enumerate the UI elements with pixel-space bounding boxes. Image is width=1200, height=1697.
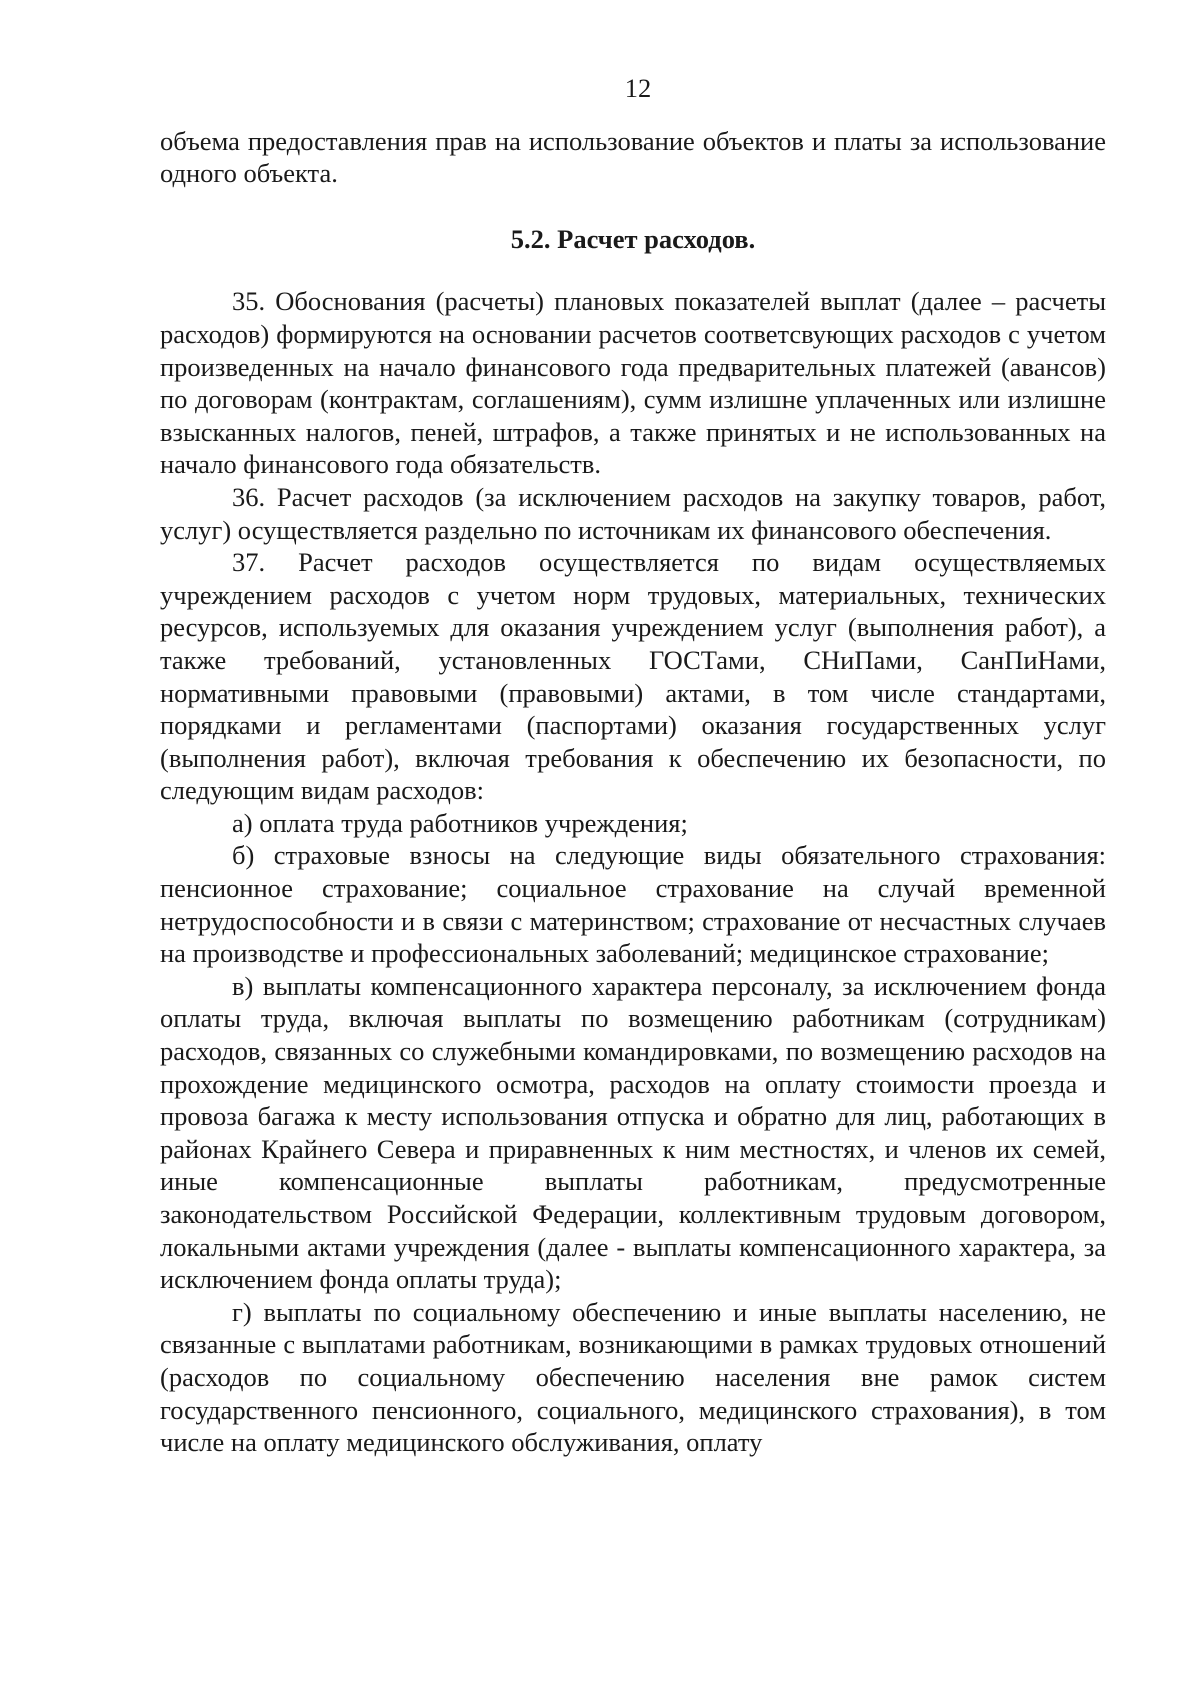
document-page bbox=[160, 72, 1106, 1459]
list-item-v: в) выплаты компенсационного характера персоналу, за исключением фонда оплаты труда, включая выплаты по возмещению работникам (сотрудникам) расходов, связанных со служебными командировками, по возмещению расходов на прохождение медицинского осмотра, расходов на оплату стоимости проезда и провоза багажа к месту использования отпуска и обратно для лиц, работающих в районах Крайнего Севера и приравненных к ним местностях, и членов их семей, иные компенсационные выплаты работникам, предусмотренные законодательством Российской Федерации, коллективным трудовым договором, локальными актами учреждения (далее - выплаты компенсационного характера, за исключением фонда оплаты труда); bbox=[160, 970, 1106, 1295]
paragraph-36: 36. Расчет расходов (за исключением расходов на закупку товаров, работ, услуг) осуществляется раздельно по источникам их финансового обеспечения. bbox=[160, 481, 1106, 545]
paragraph-37: 37. Расчет расходов осуществляется по видам осуществляемых учреждением расходов с учетом норм трудовых, материальных, технических ресурсов, используемых для оказания учреждением услуг (выполнения работ), а также требований, установленных ГОСТами, СНиПами, СанПиНами, нормативными правовыми (правовыми) актами, в том числе стандартами, порядками и регламентами (паспортами) оказания государственных услуг (выполнения работ), включая требования к обеспечению их безопасности, по следующим видам расходов: bbox=[160, 547, 1106, 806]
intro-paragraph: объема предоставления прав на использование объектов и платы за использование одного объекта. bbox=[160, 125, 1106, 189]
page-number: 12 bbox=[624, 73, 652, 103]
list-item-a: а) оплата труда работников учреждения; bbox=[232, 807, 688, 838]
section-title: 5.2. Расчет расходов. bbox=[510, 223, 756, 254]
list-item-b: б) страховые взносы на следующие виды обязательного страхования: пенсионное страхование; социальное страхование на случай временной нетрудоспособности и в связи с материнством; страхование от несчастных случаев на производстве и профессиональных заболеваний; медицинское страхование; bbox=[160, 840, 1106, 969]
list-item-g: г) выплаты по социальному обеспечению и иные выплаты населению, не связанные с выплатами работникам, возникающими в рамках трудовых отношений (расходов по социальному обеспечению населения вне рамок систем государственного пенсионного, социального, медицинского страхования), в том числе на оплату медицинского обслуживания, оплату bbox=[160, 1296, 1106, 1458]
paragraph-35: 35. Обоснования (расчеты) плановых показателей выплат (далее – расчеты расходов) формируются на основании расчетов соответсвующих расходов с учетом произведенных на начало финансового года предварительных платежей (авансов) по договорам (контрактам, соглашениям), сумм излишне уплаченных или излишне взысканных налогов, пеней, штрафов, а также принятых и не использованных на начало финансового года обязательств. bbox=[160, 286, 1106, 480]
